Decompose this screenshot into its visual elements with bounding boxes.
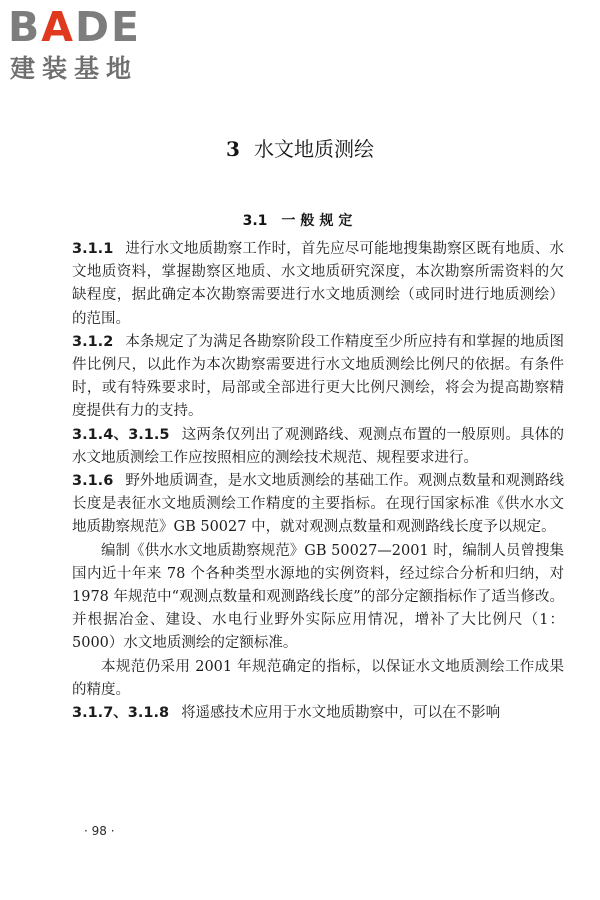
paragraph-text: 这两条仅列出了观测路线、观测点布置的一般原则。具体的水文地质测绘工作应按照相应的测绘技术规范、规程要求进行。 bbox=[72, 426, 564, 466]
paragraph-text: 本规范仍采用 2001 年规范确定的指标，以保证水文地质测绘工作成果的精度。 bbox=[72, 658, 564, 698]
paragraph bbox=[72, 238, 564, 331]
paragraph bbox=[72, 424, 564, 470]
bade-logo bbox=[8, 4, 178, 84]
logo-wordmark bbox=[8, 4, 141, 50]
clause-number: 3.1.7、3.1.8 bbox=[72, 705, 170, 722]
clause-number: 3.1.2 bbox=[72, 333, 114, 350]
logo-letters-after: DE bbox=[75, 3, 142, 51]
logo-tagline: 建装基地 bbox=[10, 54, 139, 83]
paragraph-text: 编制《供水水文地质勘察规范》GB 50027—2001 时，编制人员曾搜集国内近十年来 78 个各种类型水源地的实例资料，经过综合分析和归纳，对 1978 年规范中“观测点数量和观测路线长度”的部分定额指标作了适当修改。并根据冶金、建设、水电行业野外实际应用情况，增补了大比例尺（1：5000）水文地质测绘的定额标准。 bbox=[72, 542, 564, 652]
chapter-number: 3 bbox=[226, 137, 240, 161]
logo-letters-before: B bbox=[8, 3, 42, 51]
clause-number: 3.1.6 bbox=[72, 473, 114, 490]
paragraph-text: 野外地质调查，是水文地质测绘的基础工作。观测点数量和观测路线长度是表征水文地质测绘工作精度的主要指标。在现行国家标准《供水水文地质勘察规范》GB 50027 中，就对观测点数量和观测路线长度予以规定。 bbox=[72, 473, 564, 536]
section-title bbox=[0, 211, 600, 231]
paragraph bbox=[72, 656, 564, 702]
paragraph-text: 本条规定了为满足各勘察阶段工作精度至少所应持有和掌握的地质图件比例尺，以此作为本次勘察需要进行水文地质测绘比例尺的依据。有条件时，或有特殊要求时，局部或全部进行更大比例尺测绘，将会为提高勘察精度提供有力的支持。 bbox=[72, 333, 564, 420]
paragraph bbox=[72, 331, 564, 424]
body-text bbox=[72, 238, 564, 725]
clause-number: 3.1.1 bbox=[72, 241, 114, 257]
paragraph bbox=[72, 702, 564, 725]
paragraph-text: 将遥感技术应用于水文地质勘察中，可以在不影响 bbox=[181, 705, 501, 722]
clause-number: 3.1.4、3.1.5 bbox=[72, 426, 170, 443]
paragraph bbox=[72, 470, 564, 540]
chapter-title bbox=[0, 136, 600, 162]
section-number: 3.1 bbox=[242, 213, 268, 229]
section-title-text: 一般规定 bbox=[281, 213, 358, 229]
paragraph bbox=[72, 540, 564, 656]
logo-accent-letter: A bbox=[41, 3, 75, 51]
chapter-title-text: 水文地质测绘 bbox=[253, 137, 374, 161]
paragraph-text: 进行水文地质勘察工作时，首先应尽可能地搜集勘察区既有地质、水文地质资料，掌握勘察区地质、水文地质研究深度，本次勘察所需资料的欠缺程度，据此确定本次勘察需要进行水文地质测绘（或同时进行地质测绘）的范围。 bbox=[72, 241, 564, 327]
page-number: · 98 · bbox=[84, 824, 115, 838]
